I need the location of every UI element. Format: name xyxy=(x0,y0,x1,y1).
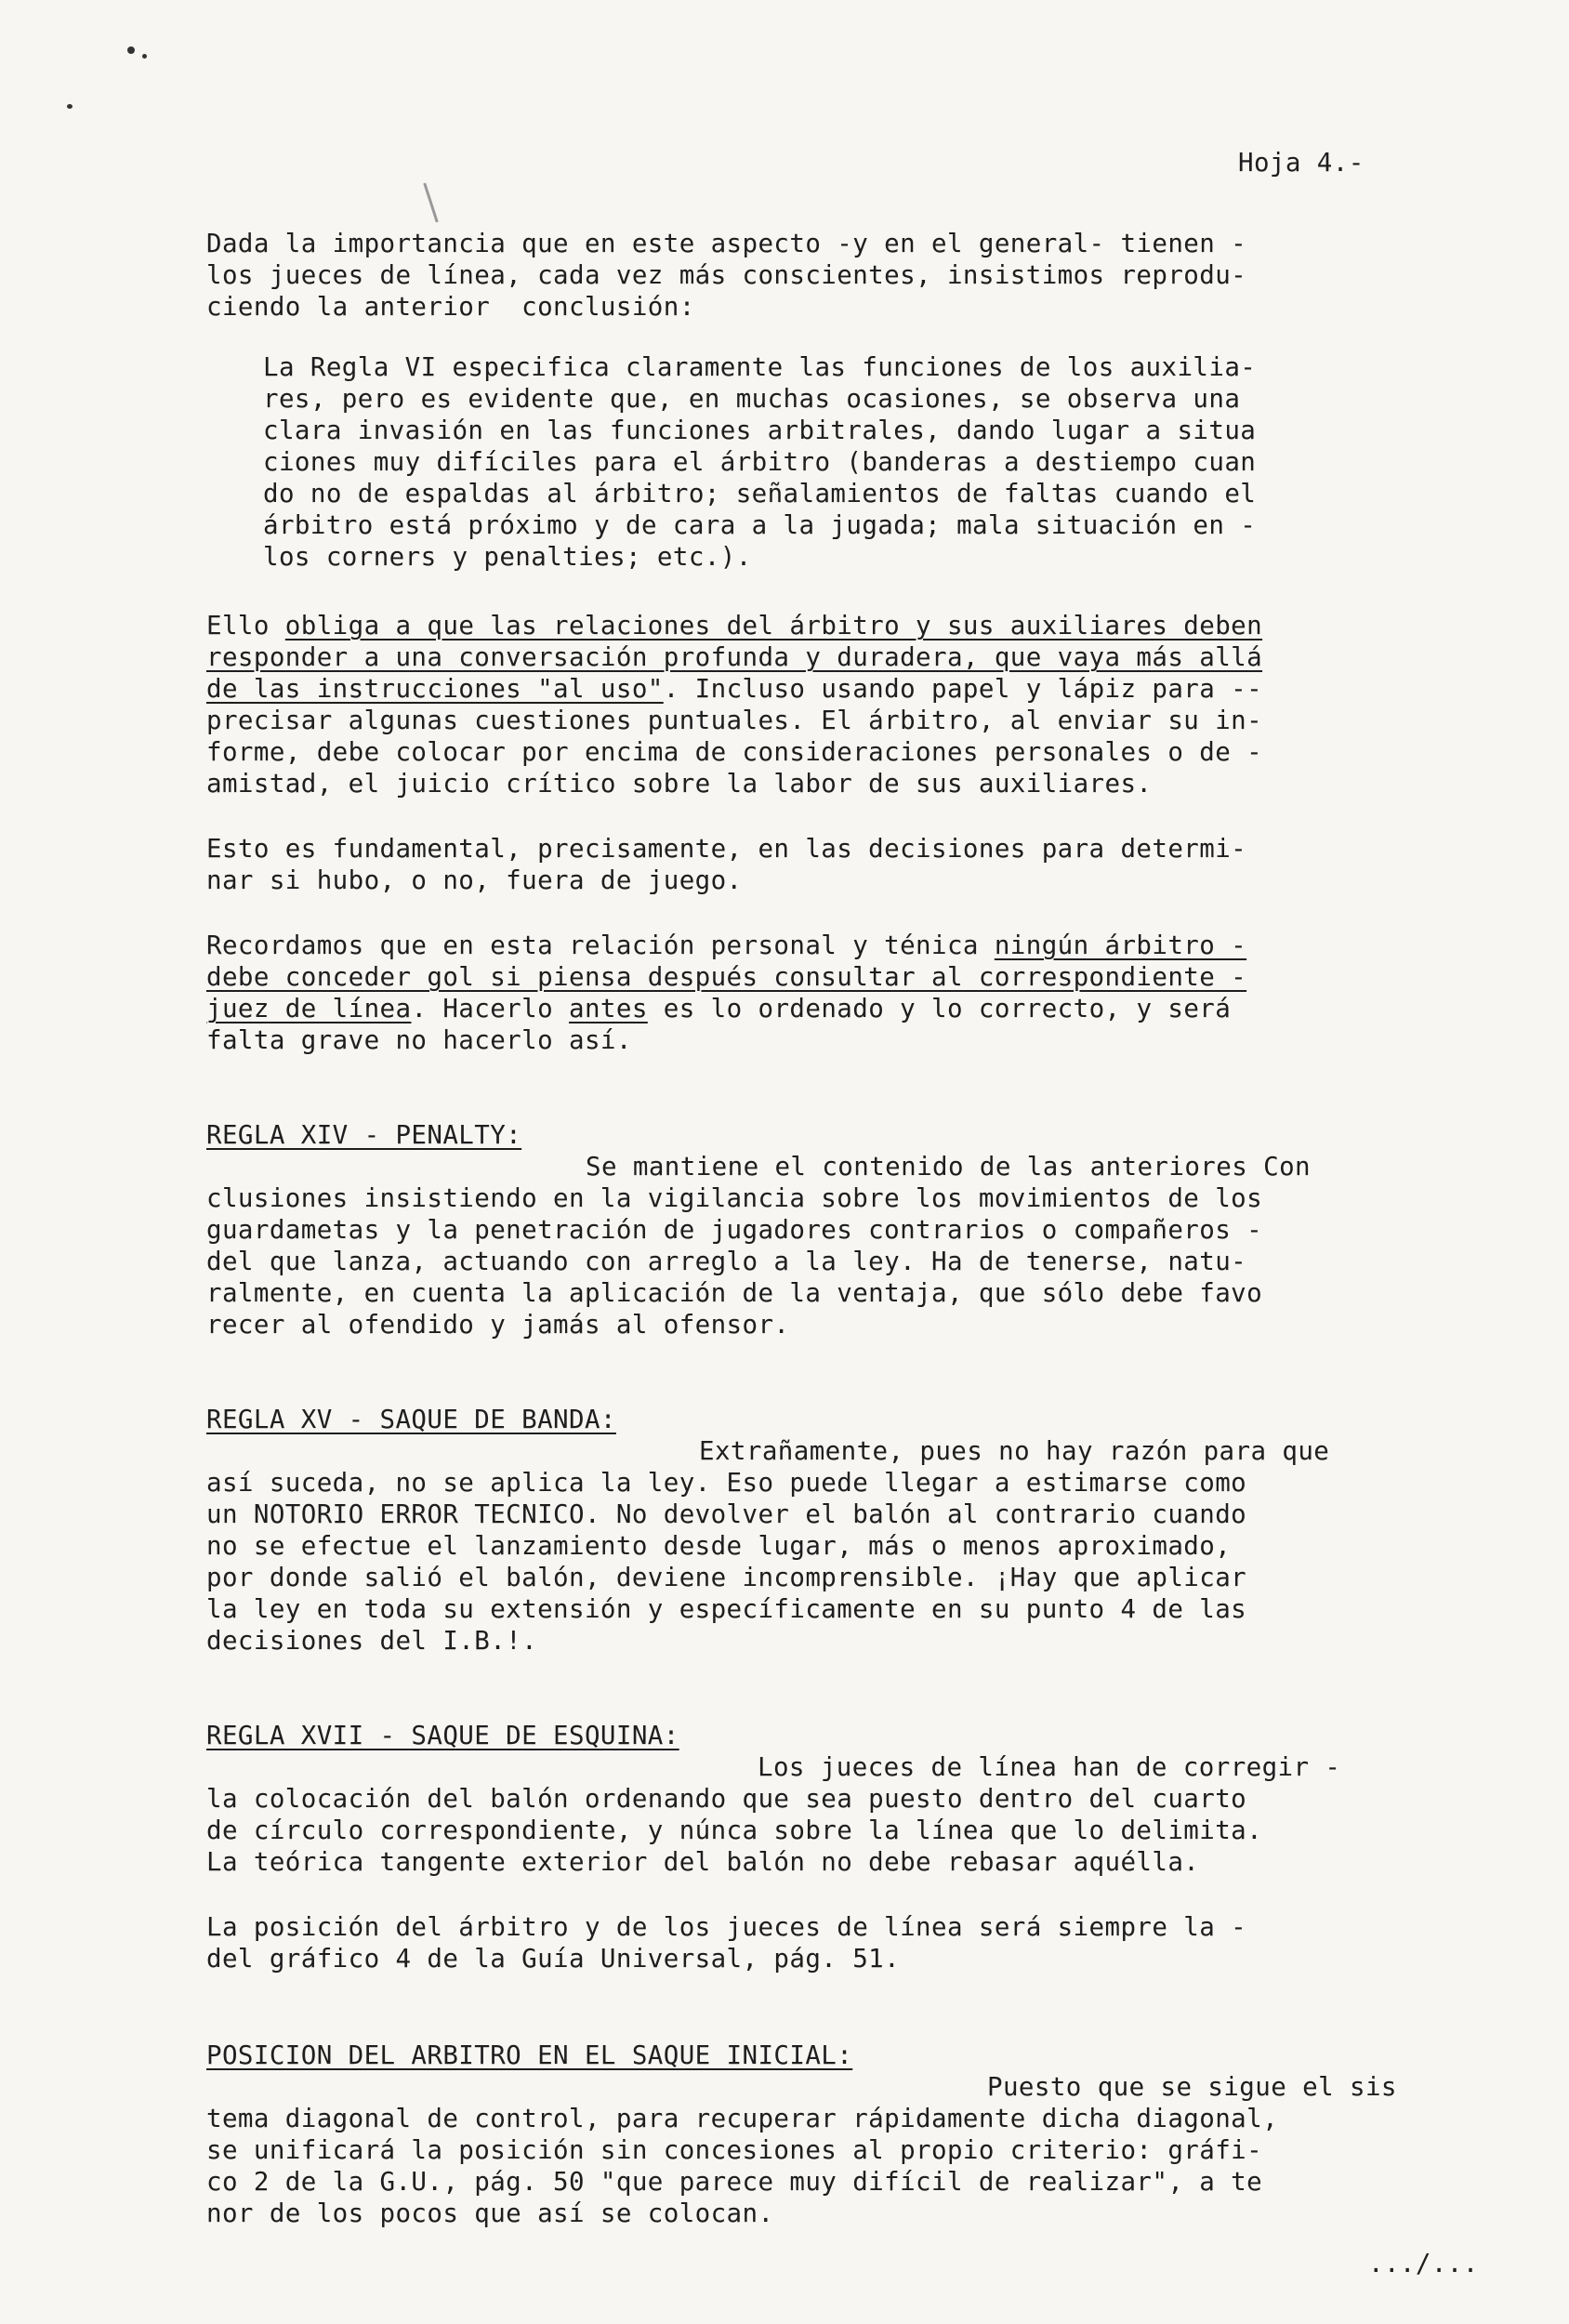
regla-xv-line: no se efectue el lanzamiento desde lugar, más o menos aproximado, xyxy=(206,1531,1232,1561)
regla-xv-line: Extrañamente, pues no hay razón para que xyxy=(699,1436,1330,1466)
posicion-line: co 2 de la G.U., pág. 50 "que parece muy difícil de realizar", a te xyxy=(206,2167,1263,2197)
regla-xv-heading: REGLA XV - SAQUE DE BANDA: xyxy=(206,1405,616,1434)
pencil-mark xyxy=(423,183,438,223)
esto-line: nar si hubo, o no, fuera de juego. xyxy=(206,865,743,895)
regla-xvii-line: La teórica tangente exterior del balón no debe rebasar aquélla. xyxy=(206,1847,1200,1877)
regla-xvii-heading: REGLA XVII - SAQUE DE ESQUINA: xyxy=(206,1721,679,1750)
posicion-line: tema diagonal de control, para recuperar rápidamente dicha diagonal, xyxy=(206,2104,1279,2133)
quote-line: árbitro está próximo y de cara a la jugada; mala situación en - xyxy=(263,510,1257,540)
intro-line: ciendo la anterior conclusión: xyxy=(206,292,695,322)
ello-line: forme, debe colocar por encima de consideraciones personales o de - xyxy=(206,737,1263,767)
text-run: . Incluso usando papel y lápiz para -- xyxy=(663,674,1263,704)
intro-line: Dada la importancia que en este aspecto -y en el general- tienen - xyxy=(206,229,1247,258)
regla-xiv-line: clusiones insistiendo en la vigilancia sobre los movimientos de los xyxy=(206,1183,1263,1213)
regla-xv-line: un NOTORIO ERROR TECNICO. No devolver el balón al contrario cuando xyxy=(206,1499,1247,1529)
underlined-text: debe conceder gol si piensa después consultar al correspondiente - xyxy=(206,962,1247,992)
underlined-text: antes xyxy=(569,994,648,1023)
continuation-mark: .../... xyxy=(1368,2249,1479,2278)
underlined-text: de las instrucciones "al uso" xyxy=(206,674,664,704)
quote-line: La Regla VI especifica claramente las funciones de los auxilia- xyxy=(263,352,1257,382)
regla-xiv-line: recer al ofendido y jamás al ofensor. xyxy=(206,1310,790,1340)
underlined-text: responder a una conversación profunda y duradera, que vaya más allá xyxy=(206,642,1263,672)
regla-xiv-line: del que lanza, actuando con arreglo a la ley. Ha de tenerse, natu- xyxy=(206,1247,1247,1276)
underlined-text: juez de línea xyxy=(206,994,412,1023)
ello-line xyxy=(206,641,1262,673)
regla-xv-line: así suceda, no se aplica la ley. Eso puede llegar a estimarse como xyxy=(206,1468,1247,1498)
regla-xvii-line: del gráfico 4 de la Guía Universal, pág. 51. xyxy=(206,1944,901,1974)
quote-line: los corners y penalties; etc.). xyxy=(263,542,752,572)
regla-xvii-line: de círculo correspondiente, y núnca sobre la línea que lo delimita. xyxy=(206,1816,1263,1845)
ello-line xyxy=(206,610,1262,641)
ink-speck xyxy=(142,54,147,59)
recordamos-line xyxy=(206,961,1246,993)
underlined-text: obliga a que las relaciones del árbitro y sus auxiliares deben xyxy=(284,611,1263,640)
ello-line: amistad, el juicio crítico sobre la labor de sus auxiliares. xyxy=(206,769,1153,799)
posicion-line: nor de los pocos que así se colocan. xyxy=(206,2199,774,2228)
regla-xvii-line: La posición del árbitro y de los jueces de línea será siempre la - xyxy=(206,1912,1247,1942)
posicion-heading: POSICION DEL ARBITRO EN EL SAQUE INICIAL: xyxy=(206,2040,853,2070)
regla-xiv-line: Se mantiene el contenido de las anteriores Con xyxy=(586,1152,1311,1182)
regla-xv-line: decisiones del I.B.!. xyxy=(206,1626,538,1656)
quote-line: ciones muy difíciles para el árbitro (banderas a destiempo cuan xyxy=(263,447,1257,477)
page-label: Hoja 4.- xyxy=(1238,148,1365,178)
ink-speck xyxy=(67,104,73,109)
recordamos-line: falta grave no hacerlo así. xyxy=(206,1025,632,1055)
ello-line xyxy=(206,673,1262,705)
posicion-line: se unificará la posición sin concesiones al propio criterio: gráfi- xyxy=(206,2135,1263,2165)
posicion-line: Puesto que se sigue el sis xyxy=(987,2072,1397,2102)
regla-xiv-heading: REGLA XIV - PENALTY: xyxy=(206,1120,522,1150)
recordamos-line xyxy=(206,993,1231,1024)
regla-xiv-line: guardametas y la penetración de jugadores contrarios o compañeros - xyxy=(206,1215,1263,1245)
recordamos-line xyxy=(206,930,1246,961)
regla-xiv-line: ralmente, en cuenta la aplicación de la ventaja, que sólo debe favo xyxy=(206,1278,1263,1308)
regla-xv-line: por donde salió el balón, deviene incomprensible. ¡Hay que aplicar xyxy=(206,1563,1247,1592)
regla-xv-line: la ley en toda su extensión y específicamente en su punto 4 de las xyxy=(206,1594,1247,1624)
underlined-text: ningún árbitro - xyxy=(994,931,1247,960)
esto-line: Esto es fundamental, precisamente, en las decisiones para determi- xyxy=(206,834,1247,864)
quote-line: res, pero es evidente que, en muchas ocasiones, se observa una xyxy=(263,384,1241,414)
regla-xvii-line: la colocación del balón ordenando que sea puesto dentro del cuarto xyxy=(206,1784,1247,1814)
text-run: Ello xyxy=(206,611,285,640)
ello-line: precisar algunas cuestiones puntuales. El árbitro, al enviar su in- xyxy=(206,706,1263,735)
quote-line: clara invasión en las funciones arbitrales, dando lugar a situa xyxy=(263,416,1257,445)
text-run: Recordamos que en esta relación personal y ténica xyxy=(206,931,995,960)
quote-line: do no de espaldas al árbitro; señalamientos de faltas cuando el xyxy=(263,479,1257,508)
intro-line: los jueces de línea, cada vez más conscientes, insistimos reprodu- xyxy=(206,260,1247,290)
regla-xvii-line: Los jueces de línea han de corregir - xyxy=(758,1752,1341,1782)
ink-speck xyxy=(127,46,135,54)
text-run: . Hacerlo xyxy=(411,994,570,1023)
text-run: es lo ordenado y lo correcto, y será xyxy=(647,994,1232,1023)
